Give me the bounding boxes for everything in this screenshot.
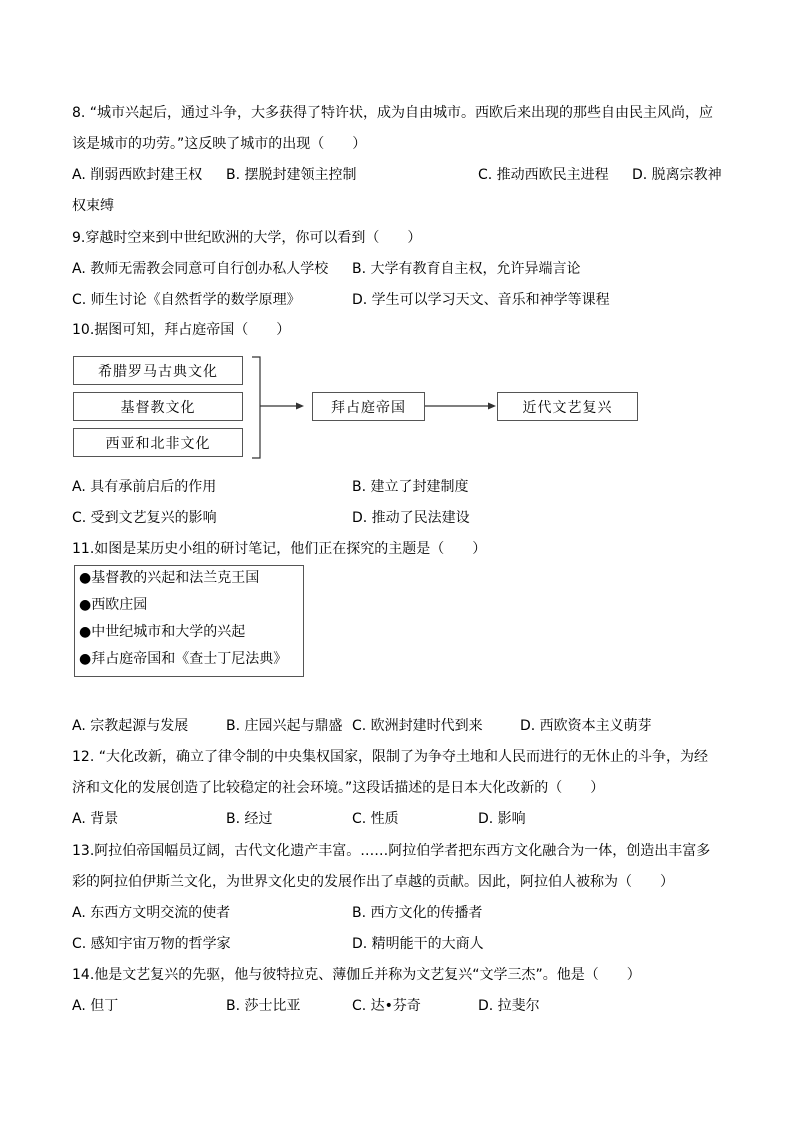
diagram-source-westasia-northafrica: 西亚和北非文化 xyxy=(73,428,243,457)
q14-option-c[interactable]: C. 达•芬奇 xyxy=(352,998,421,1014)
q10-stem: 10.据图可知，拜占庭帝国（ ） xyxy=(72,322,291,338)
q8-option-c[interactable]: C. 推动西欧民主进程 xyxy=(478,167,609,183)
q11-option-a[interactable]: A. 宗教起源与发展 xyxy=(72,718,189,734)
q10-option-b[interactable]: B. 建立了封建制度 xyxy=(352,479,469,495)
q9-option-a[interactable]: A. 教师无需教会同意可自行创办私人学校 xyxy=(72,261,329,277)
q8-option-d-continued: 权束缚 xyxy=(72,198,114,214)
q14-option-a[interactable]: A. 但丁 xyxy=(72,998,119,1014)
q9-option-b[interactable]: B. 大学有教育自主权，允许异端言论 xyxy=(352,261,581,277)
study-note-item: ●中世纪城市和大学的兴起 xyxy=(79,624,246,640)
q12-option-c[interactable]: C. 性质 xyxy=(352,811,399,827)
q10-option-d[interactable]: D. 推动了民法建设 xyxy=(352,510,470,526)
q11-option-c[interactable]: C. 欧洲封建时代到来 xyxy=(352,718,483,734)
q8-stem-line2: 该是城市的功劳。”这反映了城市的出现（ ） xyxy=(72,136,367,152)
q12-option-b[interactable]: B. 经过 xyxy=(226,811,273,827)
q11-stem: 11.如图是某历史小组的研讨笔记，他们正在探究的主题是（ ） xyxy=(72,541,487,557)
study-notes-box xyxy=(74,565,304,677)
q8-option-d[interactable]: D. 脱离宗教神 xyxy=(632,167,722,183)
q9-option-c[interactable]: C. 师生讨论《自然哲学的数学原理》 xyxy=(72,292,301,308)
q10-option-c[interactable]: C. 受到文艺复兴的影响 xyxy=(72,510,217,526)
diagram-source-christian: 基督教文化 xyxy=(73,392,243,421)
diagram-renaissance: 近代文艺复兴 xyxy=(497,392,638,421)
study-note-item: ●西欧庄园 xyxy=(79,597,148,613)
q9-stem: 9.穿越时空来到中世纪欧洲的大学，你可以看到（ ） xyxy=(72,230,422,246)
q14-option-d[interactable]: D. 拉斐尔 xyxy=(478,998,540,1014)
q10-option-a[interactable]: A. 具有承前启后的作用 xyxy=(72,479,217,495)
q9-option-d[interactable]: D. 学生可以学习天文、音乐和神学等课程 xyxy=(352,292,610,308)
q13-option-a[interactable]: A. 东西方文明交流的使者 xyxy=(72,905,231,921)
q13-option-b[interactable]: B. 西方文化的传播者 xyxy=(352,905,483,921)
q11-option-d[interactable]: D. 西欧资本主义萌芽 xyxy=(520,718,652,734)
diagram-arrow-1-head xyxy=(296,403,304,410)
q14-stem: 14.他是文艺复兴的先驱，他与彼特拉克、薄伽丘并称为文艺复兴“文学三杰”。他是（ ） xyxy=(72,967,641,983)
q12-option-a[interactable]: A. 背景 xyxy=(72,811,119,827)
q12-stem-line1: 12. “大化改新，确立了律令制的中央集权国家，限制了为争夺土地和人民而进行的无休止的斗争，为经 xyxy=(72,749,708,765)
diagram-byzantine-empire: 拜占庭帝国 xyxy=(312,392,425,421)
diagram-bracket xyxy=(252,357,260,458)
diagram-source-greco-roman: 希腊罗马古典文化 xyxy=(73,356,243,385)
diagram-arrow-2-head xyxy=(488,403,496,410)
study-note-item: ●基督教的兴起和法兰克王国 xyxy=(79,570,260,586)
q13-option-c[interactable]: C. 感知宇宙万物的哲学家 xyxy=(72,936,231,952)
q8-stem-line1: 8. “城市兴起后，通过斗争，大多获得了特许状，成为自由城市。西欧后来出现的那些自由民主风尚，应 xyxy=(72,105,714,121)
study-note-item: ●拜占庭帝国和《查士丁尼法典》 xyxy=(79,651,288,667)
q14-option-b[interactable]: B. 莎士比亚 xyxy=(226,998,301,1014)
q13-stem-line1: 13.阿拉伯帝国幅员辽阔，古代文化遗产丰富。……阿拉伯学者把东西方文化融合为一体，创造出丰富多 xyxy=(72,843,711,859)
q13-stem-line2: 彩的阿拉伯伊斯兰文化，为世界文化史的发展作出了卓越的贡献。因此，阿拉伯人被称为（ ） xyxy=(72,874,674,890)
q8-option-b[interactable]: B. 摆脱封建领主控制 xyxy=(226,167,357,183)
q12-stem-line2: 济和文化的发展创造了比较稳定的社会环境。”这段话描述的是日本大化改新的（ ） xyxy=(72,780,605,796)
q11-option-b[interactable]: B. 庄园兴起与鼎盛 xyxy=(226,718,343,734)
q8-option-a[interactable]: A. 削弱西欧封建王权 xyxy=(72,167,203,183)
q12-option-d[interactable]: D. 影响 xyxy=(478,811,526,827)
q13-option-d[interactable]: D. 精明能干的大商人 xyxy=(352,936,484,952)
